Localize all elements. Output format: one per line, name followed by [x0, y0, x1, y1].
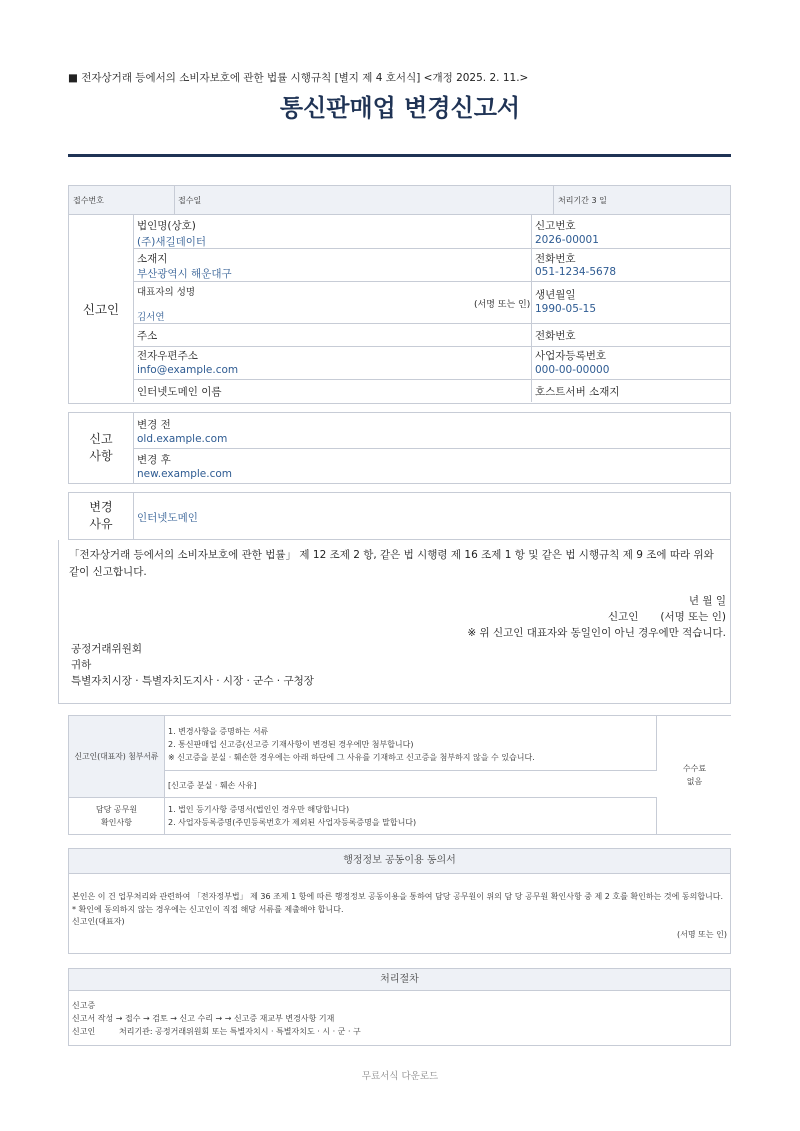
procedure-flow: 신고서 작성 → 접수 → 검토 → 신고 수리 → → 신고증 재교부 변경사항 기재 — [72, 1014, 335, 1023]
recipient-ftc: 공정거래위원회 — [71, 643, 143, 655]
attachment-item-1: 1. 변경사항을 증명하는 서류 — [168, 727, 269, 736]
applicant-section-label: 신고인 — [82, 302, 120, 317]
rep-sign-note: (서명 또는 인) — [474, 300, 531, 310]
download-link[interactable]: 무료서식 다운로드 — [361, 1071, 439, 1082]
recipient-honorific: 귀하 — [71, 659, 92, 671]
reason-section — [68, 492, 731, 540]
title-divider — [68, 154, 731, 157]
procedure-agency: 처리기관: 공정거래위원회 또는 특별자치시 · 특별자치도 · 시 · 군 · 구 — [119, 1027, 361, 1036]
after-label: 변경 후 — [137, 454, 171, 466]
domain-label: 인터넷도메인 이름 — [137, 386, 222, 398]
attachment-note: ※ 신고증을 분실 · 훼손한 경우에는 아래 하단에 그 사유를 기재하고 신고증을 첨부하지 않을 수 있습니다. — [168, 753, 535, 762]
report-section — [68, 412, 731, 484]
consent-applicant: 신고인(대표자) — [72, 917, 125, 926]
birth-label: 생년월일 — [535, 289, 576, 301]
procedure-applicant: 신고인 — [72, 1027, 96, 1036]
email-value: info@example.com — [137, 364, 239, 376]
corp-name-value: (주)새길데이터 — [137, 236, 207, 248]
bizno-label: 사업자등록번호 — [535, 350, 607, 362]
procedure-section — [68, 968, 731, 1046]
lost-reason-label: [신고증 분실 · 훼손 사유] — [168, 781, 257, 790]
before-value: old.example.com — [137, 433, 228, 445]
receipt-number-label: 접수번호 — [73, 196, 104, 205]
declaration-note: ※ 위 신고인 대표자와 동일인이 아닌 경우에만 적습니다. — [467, 627, 726, 639]
processing-period: 처리기간 3 일 — [558, 196, 607, 205]
procedure-title: 처리절차 — [69, 969, 730, 990]
rep-name-value: 김서연 — [137, 312, 165, 323]
consent-note: * 확인에 동의하지 않는 경우에는 신고인이 직접 해당 서류를 제출해야 합니다. — [72, 905, 344, 914]
birth-value: 1990-05-15 — [535, 303, 597, 315]
page-title: 통신판매업 변경신고서 — [279, 94, 521, 122]
bizno-value: 000-00-00000 — [535, 364, 610, 376]
reason-value: 인터넷도메인 — [137, 512, 198, 524]
attachments-label: 신고인(대표자) 첨부서류 — [69, 716, 164, 797]
official-check-label: 담당 공무원 확인사항 — [95, 805, 138, 827]
before-label: 변경 전 — [137, 419, 171, 431]
consent-sign: (서명 또는 인) — [677, 930, 727, 939]
official-item-1: 1. 법인 등기사항 증명서(법인인 경우만 해당합니다) — [168, 805, 350, 814]
address-label: 주소 — [137, 330, 158, 342]
procedure-line-1: 신고증 — [72, 1001, 96, 1010]
corp-name-label: 법인명(상호) — [137, 220, 196, 232]
rep-name-label: 대표자의 성명 — [137, 287, 196, 298]
declaration-sign: (서명 또는 인) — [660, 611, 726, 623]
attachment-item-2: 2. 통신판매업 신고증(신고증 기재사항이 변경된 경우에만 첨부합니다) — [168, 740, 414, 749]
location-label: 소재지 — [137, 253, 168, 265]
declaration-section — [58, 540, 731, 704]
receipt-date-label: 접수일 — [178, 196, 202, 205]
receipt-row — [68, 185, 731, 215]
applicant-section — [68, 214, 731, 404]
declaration-applicant: 신고인 — [608, 611, 639, 623]
report-section-label: 신고 사항 — [89, 432, 113, 463]
report-number-value: 2026-00001 — [535, 234, 599, 246]
after-value: new.example.com — [137, 468, 233, 480]
consent-title: 행정정보 공동이용 동의서 — [69, 849, 730, 873]
attachments-section — [68, 715, 731, 835]
phone2-label: 전화번호 — [535, 330, 576, 342]
declaration-date: 년 월 일 — [688, 595, 726, 607]
phone-label: 전화번호 — [535, 253, 576, 265]
declaration-text: 「전자상거래 등에서의 소비자보호에 관한 법률」 제 12 조제 2 항, 같은 법 시행령 제 16 조제 1 항 및 같은 법 시행규칙 제 9 조에 따라 위와 같이 신고합니다. — [69, 549, 714, 578]
legal-reference: ■ 전자상거래 등에서의 소비자보호에 관한 법률 시행규칙 [별지 제 4 호서식] <개정 2025. 2. 11.> — [68, 72, 529, 84]
phone-value: 051-1234-5678 — [535, 266, 617, 278]
consent-text: 본인은 이 건 업무처리와 관련하여 「전자정부법」 제 36 조제 1 항에 따른 행정정보 공동이용을 통하여 담당 공무원이 위의 담 당 공무원 확인사항 중 제 2 호를 확인하는 것에 동의합니다. — [72, 892, 724, 901]
host-server-label: 호스트서버 소재지 — [535, 386, 620, 398]
recipient-local: 특별자치시장 · 특별자치도지사 · 시장 · 군수 · 구청장 — [71, 675, 314, 687]
reason-section-label: 변경 사유 — [89, 500, 113, 531]
consent-section — [68, 848, 731, 954]
location-value: 부산광역시 해운대구 — [137, 268, 232, 280]
report-number-label: 신고번호 — [535, 220, 576, 232]
official-item-2: 2. 사업자등록증명(주민등록번호가 제외된 사업자등록증명을 말합니다) — [168, 818, 417, 827]
email-label: 전자우편주소 — [137, 350, 198, 362]
fee-info: 수수료 없음 — [682, 764, 707, 786]
